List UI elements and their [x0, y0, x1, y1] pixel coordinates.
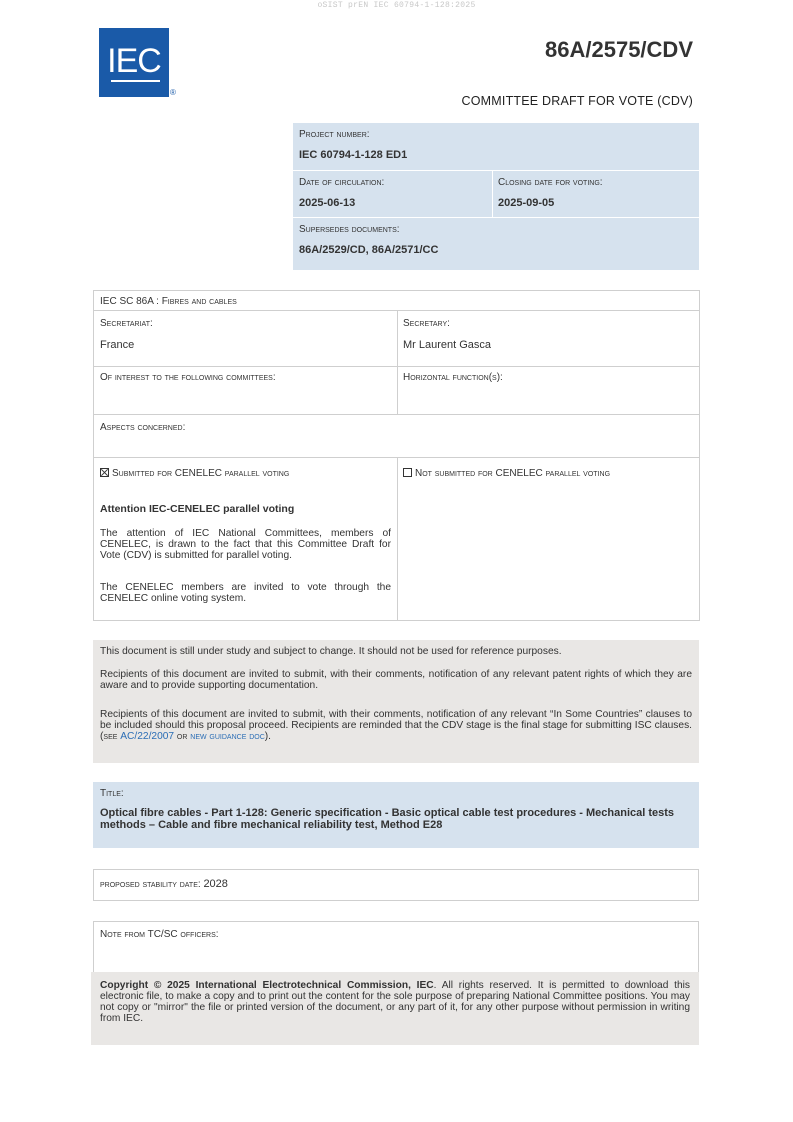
- officers-note-label: Note from TC/SC officers:: [100, 929, 219, 940]
- project-number: IEC 60794-1-128 ED1: [299, 149, 408, 161]
- title-label: Title:: [100, 788, 124, 799]
- circulation-date-label: Date of circulation:: [299, 177, 385, 188]
- checked-checkbox-icon[interactable]: [100, 468, 109, 477]
- notice-paragraph-3: [100, 709, 692, 742]
- officers-note-box: [93, 921, 699, 972]
- document-reference: 86A/2575/CDV: [545, 37, 693, 62]
- not-submitted-cenelec-label: Not submitted for CENELEC parallel voting: [415, 468, 611, 479]
- project-number-label: Project number:: [299, 129, 370, 140]
- title-box: [93, 782, 699, 848]
- unchecked-checkbox-icon[interactable]: [403, 468, 412, 477]
- submitted-cenelec-label: Submitted for CENELEC parallel voting: [112, 468, 290, 479]
- stability-date-box: [93, 869, 699, 901]
- horizontal-functions-label: Horizontal function(s):: [403, 372, 503, 383]
- notice-see: see: [103, 731, 118, 742]
- secretary-value: Mr Laurent Gasca: [403, 339, 492, 351]
- copyright-text: [100, 980, 690, 1024]
- notice-paragraph-2: Recipients of this document are invited to submit, with their comments, notification of any relevant patent rights of which they are aware and to provide supporting documentation.: [100, 669, 692, 691]
- watermark: oSIST prEN IEC 60794-1-128:2025: [317, 1, 476, 10]
- notice-box: [93, 640, 699, 763]
- iec-logo: [99, 28, 169, 97]
- committee-info-table: [93, 290, 700, 621]
- document-type: COMMITTEE DRAFT FOR VOTE (CDV): [461, 94, 693, 108]
- interest-committees-label: Of interest to the following committees:: [100, 372, 276, 383]
- registered-mark: ®: [170, 88, 176, 97]
- copyright-box: [91, 972, 699, 1045]
- notice-p3-text: Recipients of this document are invited to submit, with their comments, notification of any relevant “In Some Countries” clauses to be included should this proposal proceed. Recipients are reminded that the CDV stage is the final stage for submitting ISC clauses. (: [100, 709, 692, 742]
- notice-end: ).: [264, 731, 271, 742]
- ac-22-2007-link[interactable]: AC/22/2007: [120, 731, 175, 742]
- committee-name: Fibres and cables: [161, 296, 237, 307]
- secretariat-label: Secretariat:: [100, 318, 153, 329]
- closing-date: 2025-09-05: [498, 197, 555, 209]
- attention-paragraph-2: The CENELEC members are invited to vote through the CENELEC online voting system.: [100, 582, 391, 604]
- copyright-body: . All rights reserved. It is permitted to download this electronic file, to make a copy and to print out the content for the sole purpose of preparing National Committee positions. You may not copy or "mirror" the file or printed version of the document, or any part of it, for any other purpose without permission in writing from IEC.: [100, 980, 690, 1024]
- project-info-block: [293, 123, 699, 270]
- logo-underline: [111, 80, 160, 82]
- stability-date: [100, 878, 228, 890]
- secretary-label: Secretary:: [403, 318, 450, 329]
- notice-or: or: [176, 731, 188, 742]
- iec-logo-text: IEC: [107, 42, 161, 80]
- circulation-date: 2025-06-13: [299, 197, 356, 209]
- attention-heading: Attention IEC-CENELEC parallel voting: [100, 503, 295, 515]
- notice-paragraph-1: This document is still under study and subject to change. It should not be used for reference purposes.: [100, 646, 562, 657]
- supersedes-label: Supersedes documents:: [299, 224, 400, 235]
- supersedes-documents: 86A/2529/CD, 86A/2571/CC: [299, 244, 439, 256]
- new-guidance-doc-link[interactable]: new guidance doc: [190, 731, 265, 742]
- closing-date-label: Closing date for voting:: [498, 177, 603, 188]
- aspects-concerned-label: Aspects concerned:: [100, 422, 186, 433]
- committee-title: [100, 296, 237, 307]
- not-submitted-cenelec-option[interactable]: [403, 467, 610, 479]
- committee-code: IEC SC 86A :: [100, 296, 162, 307]
- secretariat-value: France: [100, 339, 135, 351]
- attention-paragraph-1: The attention of IEC National Committees, members of CENELEC, is drawn to the fact that this Committee Draft for Vote (CDV) is submitted for parallel voting.: [100, 528, 391, 561]
- submitted-cenelec-option[interactable]: [100, 467, 289, 479]
- stability-date-label: proposed stability date:: [100, 879, 204, 890]
- document-title: Optical fibre cables - Part 1-128: Generic specification - Basic optical cable test procedures - Mechanical tests methods – Cable and fibre mechanical reliability test, Method E28: [100, 807, 675, 831]
- stability-date-value: 2028: [203, 878, 228, 890]
- copyright-bold: Copyright © 2025 International Electrotechnical Commission, IEC: [100, 980, 434, 991]
